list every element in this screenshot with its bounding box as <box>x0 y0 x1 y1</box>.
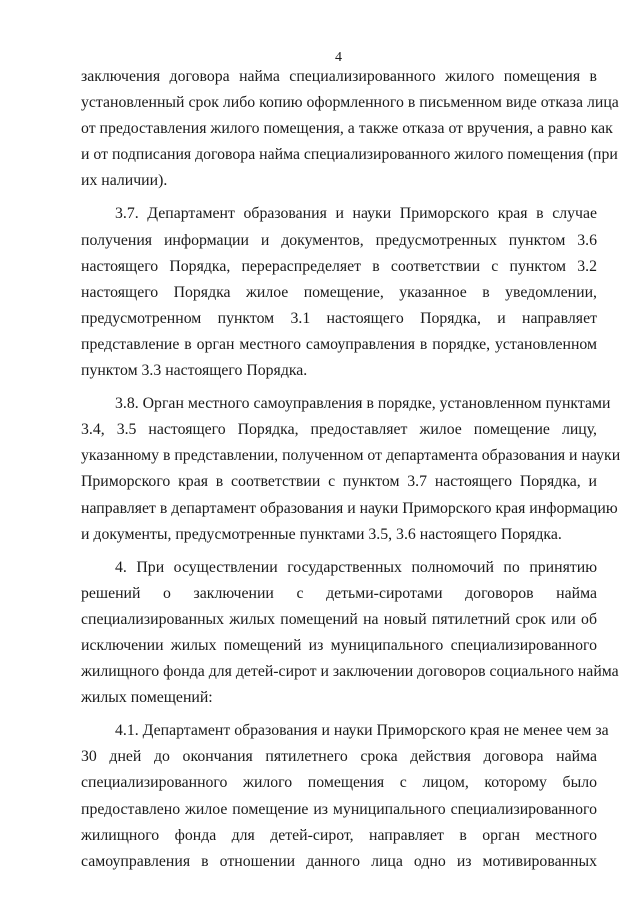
text-line: 30 дней до окончания пятилетнего срока действия договора найма <box>81 748 597 766</box>
text-line: указанному в представлении, полученном от департамента образования и науки <box>81 447 621 465</box>
text-line: от предоставления жилого помещения, а также отказа от вручения, а равно как <box>81 120 613 138</box>
text-line: специализированного жилого помещения с лицом, которому было <box>81 774 597 792</box>
text-line: и документы, предусмотренные пунктами 3.5, 3.6 настоящего Порядка. <box>81 525 562 543</box>
text-line: настоящего Порядка жилое помещение, указанное в уведомлении, <box>81 283 597 301</box>
text-line: 4.1. Департамент образования и науки Приморского края не менее чем за <box>115 722 609 740</box>
text-line: предоставлено жилое помещение из муниципального специализированного <box>81 800 597 818</box>
text-line: 3.4, 3.5 настоящего Порядка, предоставляет жилое помещение лицу, <box>81 421 597 439</box>
text-line: жилищного фонда для детей-сирот и заключении договоров социального найма <box>81 663 619 681</box>
text-line: жилых помещений: <box>81 689 213 707</box>
text-line: настоящего Порядка, перераспределяет в соответствии с пунктом 3.2 <box>81 257 597 275</box>
text-line: 3.7. Департамент образования и науки Приморского края в случае <box>115 205 597 223</box>
text-line: получения информации и документов, предусмотренных пунктом 3.6 <box>81 231 597 249</box>
text-line: 3.8. Орган местного самоуправления в порядке, установленном пунктами <box>115 395 611 413</box>
text-line: установленный срок либо копию оформленного в письменном виде отказа лица <box>81 94 619 112</box>
text-line: их наличии). <box>81 172 168 190</box>
text-line: заключения договора найма специализированного жилого помещения в <box>81 68 597 85</box>
document-body <box>81 64 621 882</box>
paragraph-continuation <box>81 64 619 194</box>
paragraph-clause-4-1 <box>81 718 609 875</box>
text-line: представление в орган местного самоуправления в порядке, установленном <box>81 335 597 353</box>
text-line: направляет в департамент образования и науки Приморского края информацию <box>81 499 618 517</box>
text-line: пунктом 3.3 настоящего Порядка. <box>81 362 308 380</box>
text-line: 4. При осуществлении государственных полномочий по принятию <box>115 558 597 576</box>
text-line: и от подписания договора найма специализированного жилого помещения (при <box>81 146 618 164</box>
paragraph-clause-4 <box>81 555 619 712</box>
text-line: предусмотренном пунктом 3.1 настоящего Порядка, и направляет <box>81 309 597 327</box>
text-line: исключении жилых помещений из муниципального специализированного <box>81 636 597 654</box>
paragraph-clause-3-8 <box>81 391 621 548</box>
text-line: решений о заключении с детьми-сиротами договоров найма <box>81 584 597 602</box>
text-line: самоуправления в отношении данного лица одно из мотивированных <box>81 852 597 870</box>
page-number: 4 <box>335 50 342 65</box>
paragraph-clause-3-7 <box>81 201 597 384</box>
text-line: Приморского края в соответствии с пунктом 3.7 настоящего Порядка, и <box>81 473 597 491</box>
text-line: жилищного фонда для детей-сирот, направляет в орган местного <box>81 826 597 844</box>
text-line: специализированных жилых помещений на новый пятилетний срок или об <box>81 610 597 628</box>
